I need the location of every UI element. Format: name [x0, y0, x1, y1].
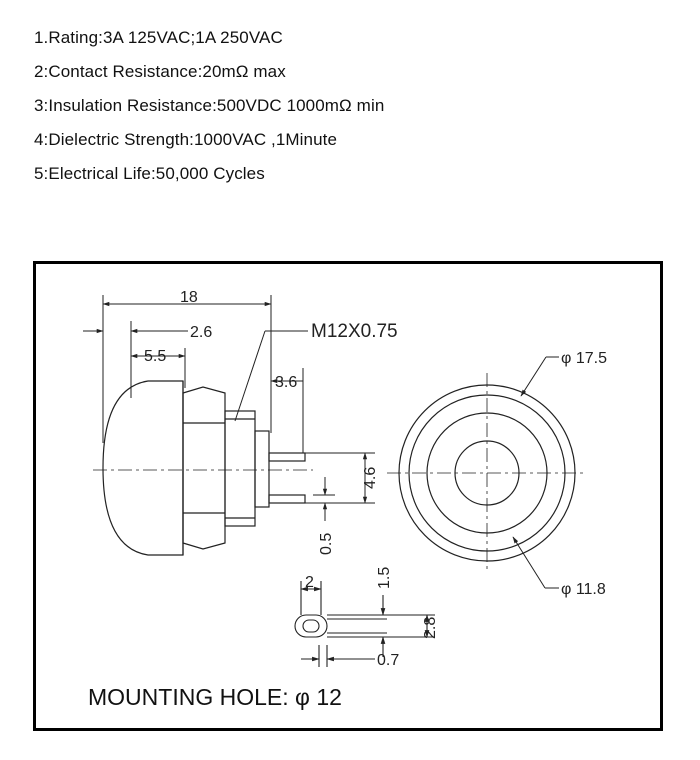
dome-cap	[103, 381, 183, 555]
front-view	[387, 373, 587, 573]
thread-label: M12X0.75	[311, 321, 398, 342]
terminal-lower	[269, 495, 305, 503]
spec-electrical-life: 5:Electrical Life:50,000 Cycles	[34, 164, 265, 183]
dim-terminal-spacing: 4.6	[362, 466, 379, 489]
dim-terminal-thickness: 0.5	[318, 532, 335, 555]
slot-outline	[295, 615, 327, 637]
threaded-bushing	[225, 411, 255, 526]
dim-cap: 5.5	[144, 348, 167, 365]
hex-nut	[183, 387, 225, 549]
dim-outer-diameter: φ 17.5	[561, 350, 607, 367]
specification-list	[34, 28, 384, 198]
spec-rating: 1.Rating:3A 125VAC;1A 250VAC	[34, 28, 283, 47]
mounting-hole-label: MOUNTING HOLE: φ 12	[88, 684, 342, 710]
spec-insulation-resistance: 3:Insulation Resistance:500VDC 1000mΩ min	[34, 96, 385, 115]
spec-dielectric-strength: 4:Dielectric Strength:1000VAC ,1Minute	[34, 130, 338, 149]
dim-slot-width: 2	[305, 574, 314, 591]
terminal-upper	[269, 453, 305, 461]
spec-contact-resistance: 2:Contact Resistance:20mΩ max	[34, 62, 286, 81]
technical-drawing-frame	[33, 261, 663, 731]
side-view	[93, 381, 313, 555]
dim-terminal: 3.6	[275, 374, 298, 391]
dim-inner-diameter: φ 11.8	[561, 581, 606, 598]
dim-slot-gap: 0.7	[377, 652, 400, 669]
dim-bushing: 2.6	[190, 324, 213, 341]
dim-slot-height: 2.8	[422, 616, 439, 639]
technical-drawing	[36, 264, 660, 728]
dim-overall-length: 18	[180, 289, 198, 306]
mounting-slot-detail	[295, 581, 435, 667]
dim-slot-offset: 1.5	[376, 566, 393, 589]
